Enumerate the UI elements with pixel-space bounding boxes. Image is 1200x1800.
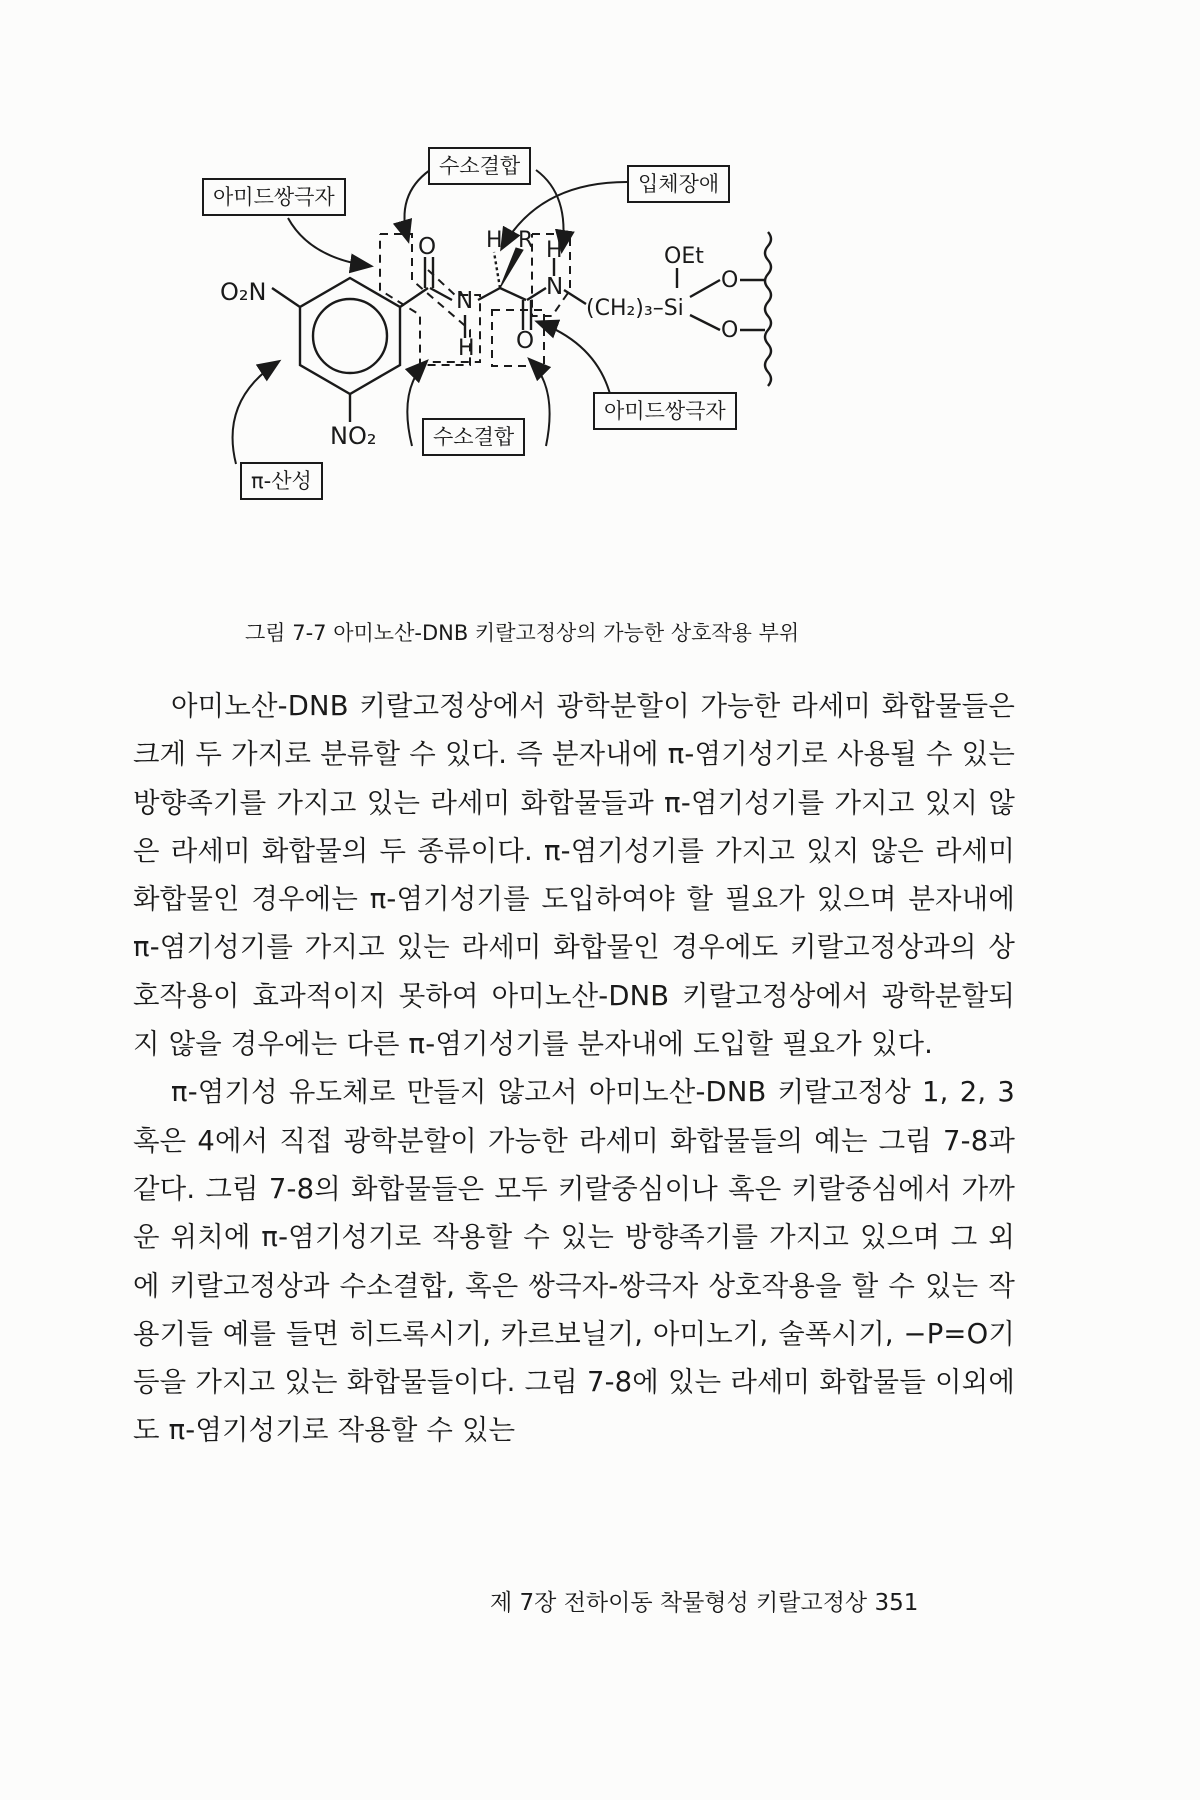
arrow-amide-dipole-top [288, 218, 370, 266]
arrow-hbond-bottom-right [530, 360, 550, 446]
aromatic-circle [313, 299, 387, 373]
chem-o2n: O₂N [220, 278, 267, 306]
arrow-amide-dipole-bottom [538, 322, 612, 402]
paragraph-2: π-염기성 유도체로 만들지 않고서 아미노산-DNB 키랄고정상 1, 2, 3 혹은 4에서 직접 광학분할이 가능한 라세미 화합물들의 예는 그림 7-8과 같다. 그림 7-8의 화합물들은 모두 키랄중심이나 혹은 키랄중심에서 가까운 위치에 π-염기성기로 작용할 수 있는 방향족기를 가지고 있으며 그 외에 키랄고정상과 수소결합, 혹은 쌍극자-쌍극자 상호작용을 할 수 있는 작용기들 예를 들면 히드록시기, 카르보닐기, 아미노기, 술폭시기, −P=O기 등을 가지고 있는 화합물들이다. 그림 7-8에 있는 라세미 화합물들 이외에도 π-염기성기로 작용할 수 있는 [133, 1077, 1015, 1447]
chem-no2: NO₂ [330, 422, 377, 450]
chem-n-amide-1: N [456, 288, 474, 314]
chem-r-group: R [518, 228, 534, 253]
chem-n-amide-2: N [546, 274, 564, 300]
benzene-ring [300, 278, 400, 394]
chem-h-on-n-1: H [458, 336, 475, 361]
chem-oet: OEt [664, 244, 704, 269]
chem-o-si-2: O [721, 318, 739, 343]
paragraph-1: 아미노산-DNB 키랄고정상에서 광학분할이 가능한 라세미 화합물들은 크게 두 가지로 분류할 수 있다. 즉 분자내에 π-염기성기로 사용될 수 있는 방향족기를 가지고 있는 라세미 화합물들과 π-염기성기를 가지고 있지 않은 라세미 화합물의 두 종류이다. π-염기성기를 가지고 있지 않은 라세미 화합물인 경우에는 π-염기성기를 도입하여야 할 필요가 있으며 분자내에 π-염기성기를 가지고 있는 라세미 화합물인 경우에도 키랄고정상과의 상호작용이 효과적이지 못하여 아미노산-DNB 키랄고정상에서 광학분할되지 않을 경우에는 다른 π-염기성기를 분자내에 도입할 필요가 있다. [133, 691, 1015, 1061]
arrow-hbond-top-left [404, 170, 430, 240]
chem-linker: (CH₂)₃–Si [586, 296, 684, 321]
label-pi-acid: π-산성 [240, 462, 323, 500]
label-amide-dipole-top: 아미드쌍극자 [202, 178, 346, 216]
silica-surface [765, 232, 771, 386]
label-amide-dipole-bottom: 아미드쌍극자 [593, 392, 737, 430]
label-hydrogen-bond-top: 수소결합 [428, 147, 531, 185]
page-footer: 제 7장 전하이동 착물형성 키랄고정상 351 [490, 1590, 919, 1616]
chem-o-si-1: O [721, 268, 739, 293]
label-hydrogen-bond-bottom: 수소결합 [422, 418, 525, 456]
figure-7-7 [180, 140, 940, 600]
chem-h-on-n-2: H [546, 238, 563, 263]
body-text [133, 683, 1015, 1456]
chem-o-carbonyl-2: O [516, 328, 535, 354]
chem-h-alpha: H [486, 228, 503, 253]
label-steric-hindrance: 입체장애 [627, 165, 730, 203]
chem-o-carbonyl-1: O [418, 234, 437, 260]
figure-caption: 그림 7-7 아미노산-DNB 키랄고정상의 가능한 상호작용 부위 [245, 621, 800, 645]
arrow-pi-acid [233, 362, 278, 464]
